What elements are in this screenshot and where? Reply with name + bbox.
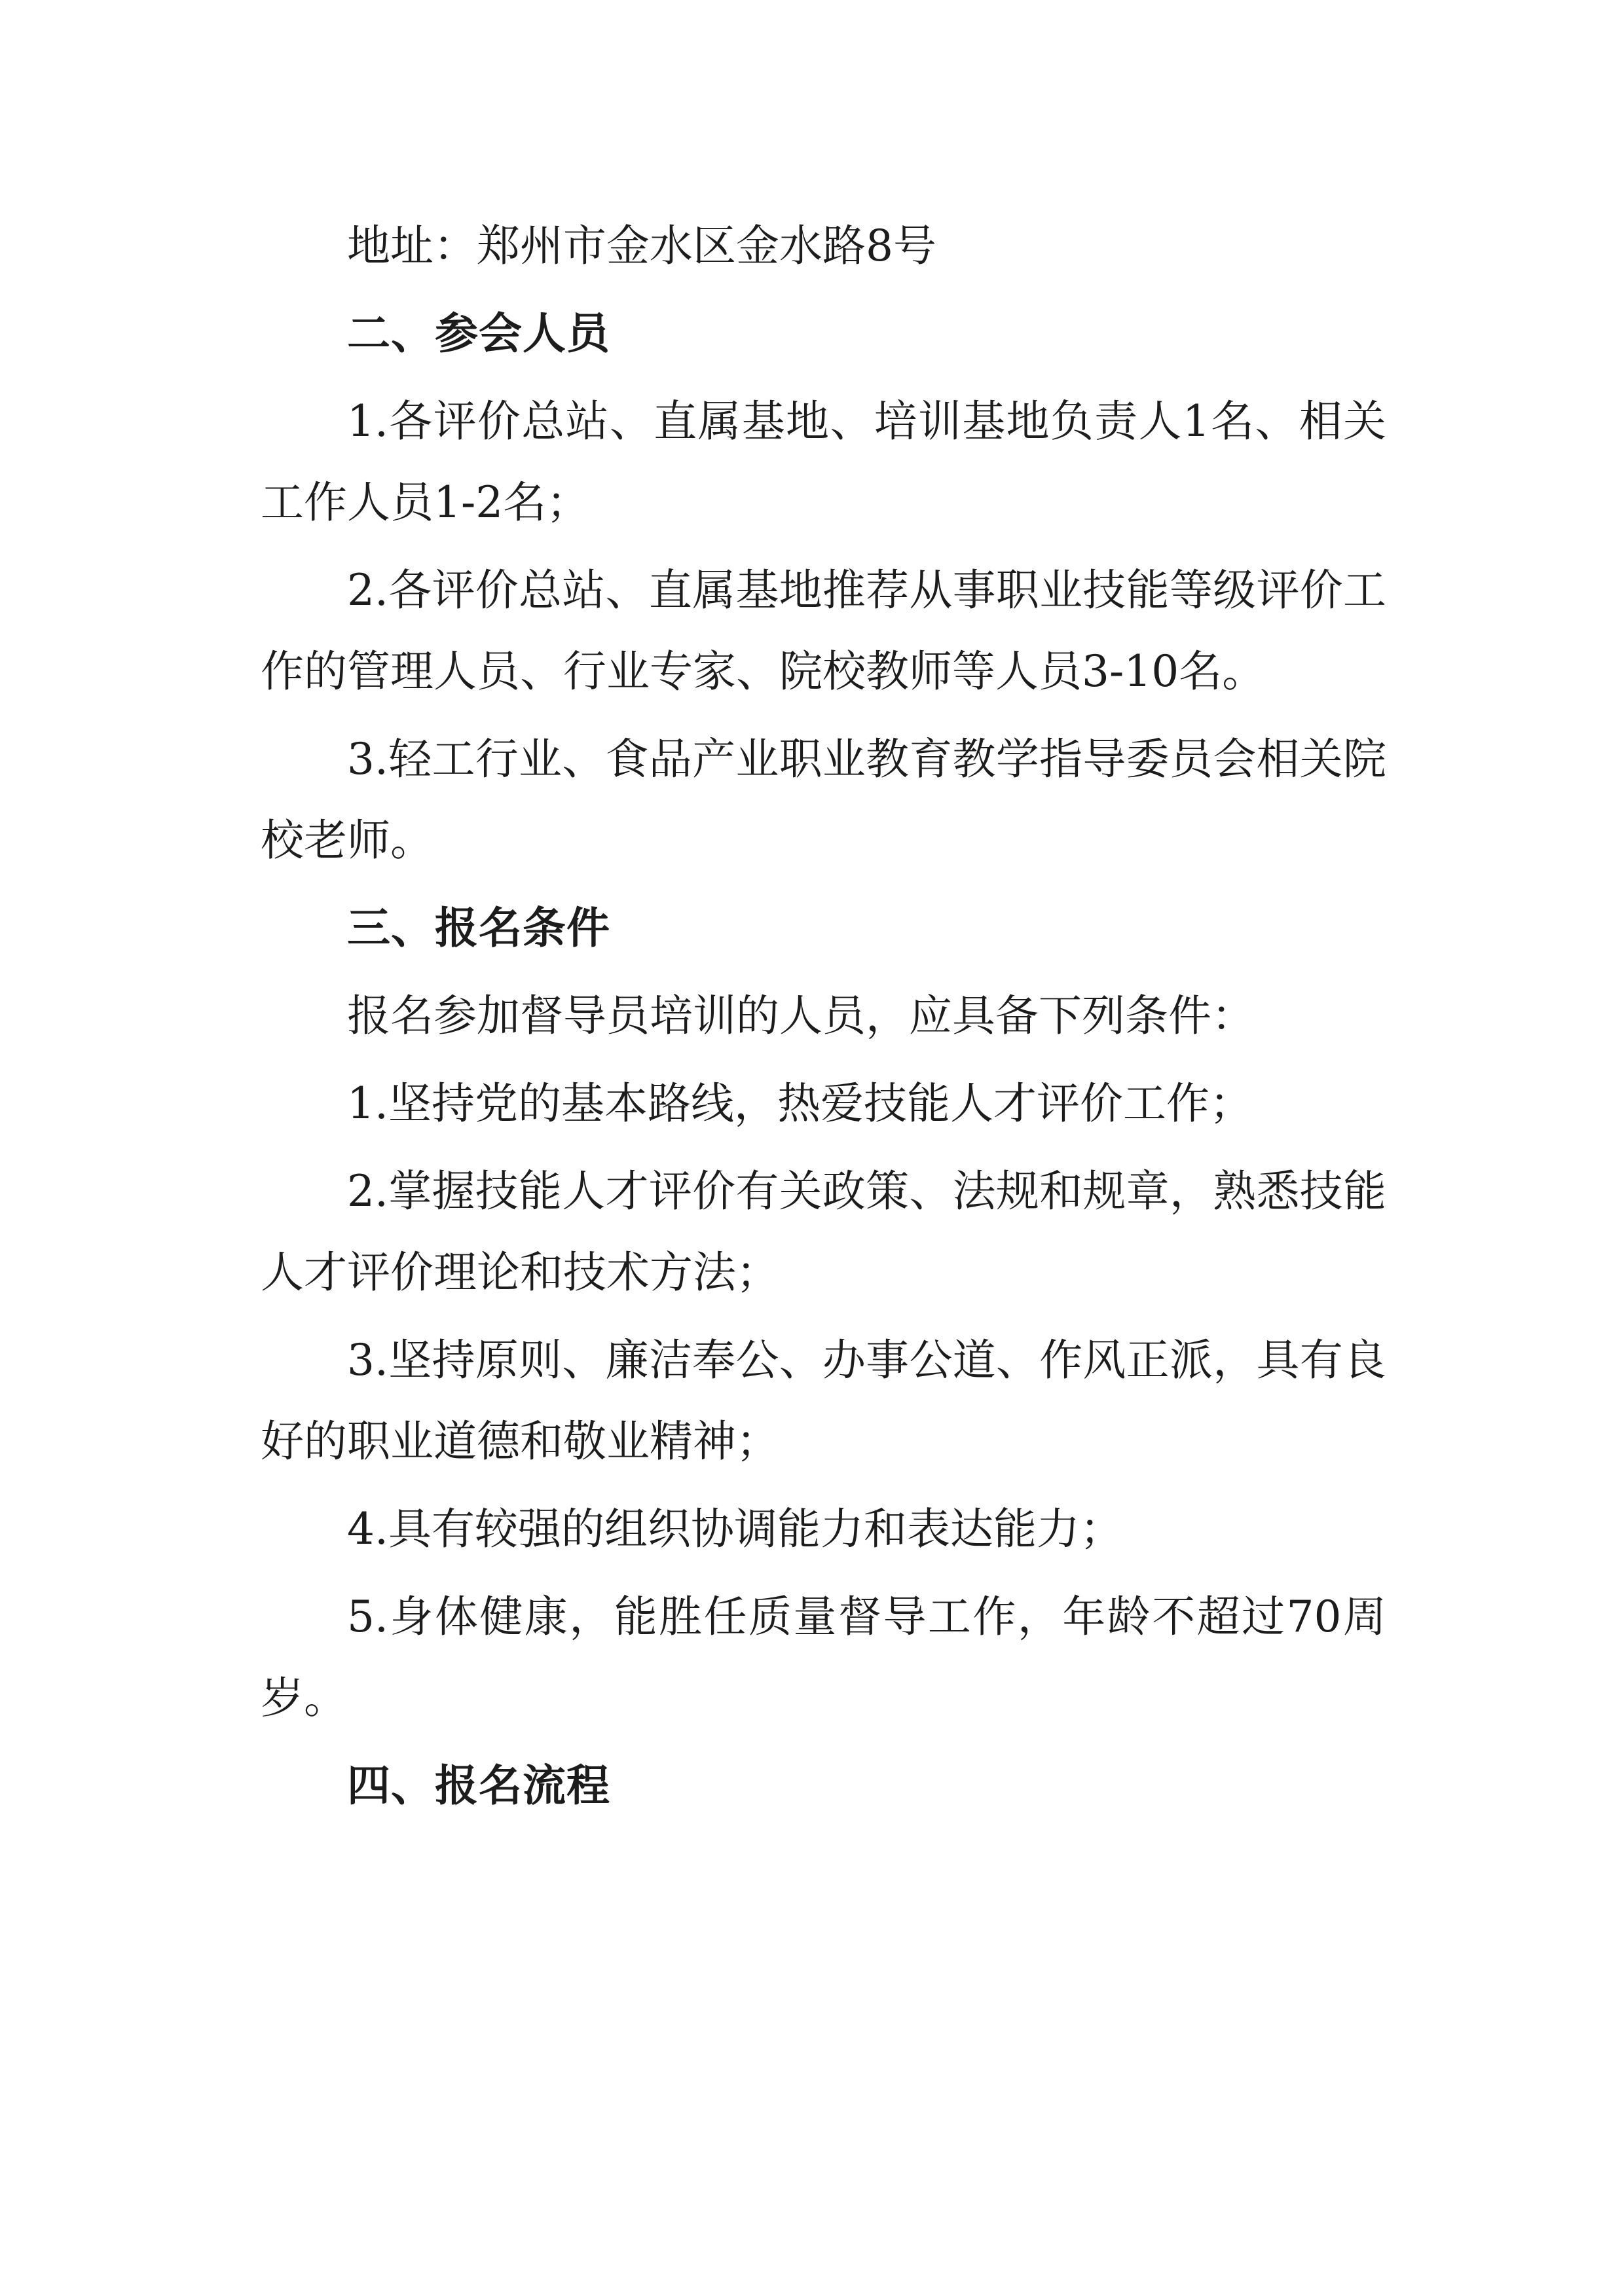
paragraph-line: 人才评价理论和技术方法； bbox=[261, 1247, 779, 1298]
paragraph-line: 好的职业道德和敬业精神； bbox=[261, 1416, 779, 1467]
paragraph-line: 岁。 bbox=[261, 1673, 347, 1723]
paragraph-line: 5.身体健康，能胜任质量督导工作，年龄不超过70周 bbox=[347, 1592, 1386, 1642]
paragraph-line: 报名参加督导员培训的人员，应具备下列条件： bbox=[347, 991, 1255, 1041]
paragraph bbox=[261, 381, 1386, 543]
paragraph bbox=[261, 1320, 1386, 1482]
paragraph bbox=[261, 1489, 1386, 1570]
paragraph-line: 2.各评价总站、直属基地推荐从事职业技能等级评价工 bbox=[347, 565, 1386, 615]
paragraph-line: 工作人员1-2名； bbox=[261, 477, 590, 528]
paragraph-line: 2.掌握技能人才评价有关政策、法规和规章，熟悉技能 bbox=[347, 1166, 1386, 1216]
paragraph-line: 4.具有较强的组织协调能力和表达能力； bbox=[347, 1504, 1123, 1554]
section-heading: 三、报名条件 bbox=[347, 903, 610, 953]
paragraph bbox=[261, 1576, 1386, 1739]
paragraph bbox=[261, 1151, 1386, 1313]
paragraph-line: 校老师。 bbox=[261, 815, 434, 866]
document-body bbox=[261, 206, 1386, 1827]
section-heading: 四、报名流程 bbox=[347, 1760, 610, 1811]
paragraph bbox=[261, 550, 1386, 712]
paragraph-line: 3.轻工行业、食品产业职业教育教学指导委员会相关院 bbox=[347, 734, 1386, 784]
paragraph-line: 1.各评价总站、直属基地、培训基地负责人1名、相关 bbox=[347, 396, 1386, 446]
paragraph bbox=[261, 975, 1386, 1057]
paragraph-line: 作的管理人员、行业专家、院校教师等人员3-10名。 bbox=[261, 646, 1266, 697]
address-line: 地址：郑州市金水区金水路8号 bbox=[347, 221, 936, 271]
paragraph bbox=[261, 1063, 1386, 1144]
paragraph bbox=[261, 719, 1386, 881]
paragraph-line: 3.坚持原则、廉洁奉公、办事公道、作风正派，具有良 bbox=[347, 1335, 1386, 1385]
paragraph-line: 1.坚持党的基本路线，热爱技能人才评价工作； bbox=[347, 1078, 1253, 1129]
section-heading: 二、参会人员 bbox=[347, 308, 610, 359]
